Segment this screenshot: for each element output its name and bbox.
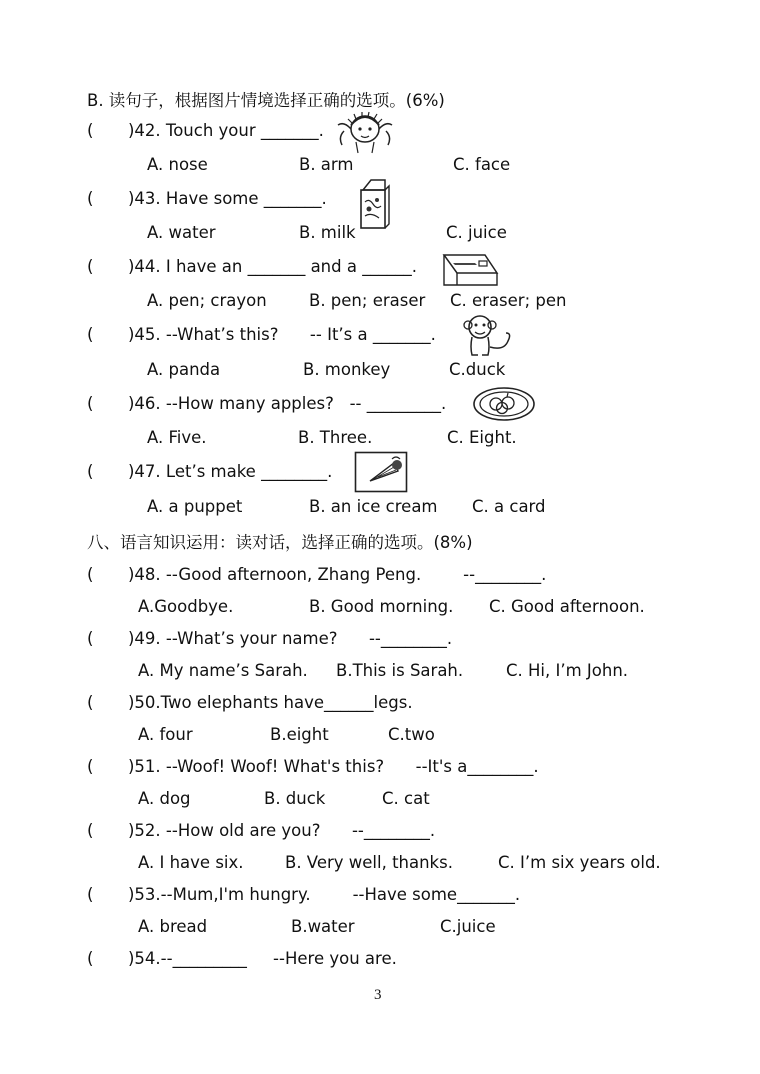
- question-stem: )43. Have some _______.: [128, 189, 327, 208]
- answer-paren[interactable]: (: [87, 189, 94, 208]
- option-c[interactable]: C. cat: [382, 789, 430, 808]
- question-stem: )48. --Good afternoon, Zhang Peng. --________.: [128, 565, 547, 584]
- question-stem: )46. --How many apples? -- _________.: [128, 394, 447, 413]
- question-stem: )51. --Woof! Woof! What's this? --It's a________.: [128, 757, 539, 776]
- answer-paren[interactable]: (: [87, 121, 94, 140]
- option-b[interactable]: B. an ice cream: [309, 497, 438, 516]
- option-c[interactable]: C. a card: [472, 497, 546, 516]
- answer-paren[interactable]: (: [87, 325, 94, 344]
- question-stem: )49. --What’s your name? --________.: [128, 629, 453, 648]
- pen-eraser-icon: [441, 251, 501, 289]
- question-stem: )53.--Mum,I'm hungry. --Have some_______.: [128, 885, 521, 904]
- option-b[interactable]: B.water: [291, 917, 355, 936]
- option-b[interactable]: B.This is Sarah.: [336, 661, 464, 680]
- option-a[interactable]: A. nose: [147, 155, 208, 174]
- option-c[interactable]: C. Good afternoon.: [489, 597, 645, 616]
- section-b-title: B. 读句子，根据图片情境选择正确的选项。(6%): [87, 91, 445, 110]
- option-c[interactable]: C. Hi, I’m John.: [506, 661, 629, 680]
- option-c[interactable]: C. I’m six years old.: [498, 853, 661, 872]
- option-b[interactable]: B. duck: [264, 789, 326, 808]
- option-b[interactable]: B. Good morning.: [309, 597, 454, 616]
- option-c[interactable]: C.two: [388, 725, 435, 744]
- girl-face-icon: [334, 111, 396, 155]
- option-b[interactable]: B.eight: [270, 725, 329, 744]
- option-a[interactable]: A. Five.: [147, 428, 207, 447]
- answer-paren[interactable]: (: [87, 394, 94, 413]
- page-number: 3: [374, 987, 382, 1003]
- option-b[interactable]: B. arm: [299, 155, 354, 174]
- ice-cream-icon: [354, 451, 408, 493]
- question-stem: )47. Let’s make ________.: [128, 462, 333, 481]
- monkey-icon: [460, 313, 516, 359]
- option-c[interactable]: C.juice: [440, 917, 496, 936]
- option-a[interactable]: A. I have six.: [138, 853, 244, 872]
- option-b[interactable]: B. Very well, thanks.: [285, 853, 453, 872]
- option-c[interactable]: C.duck: [449, 360, 506, 379]
- answer-paren[interactable]: (: [87, 257, 94, 276]
- question-stem: )44. I have an _______ and a ______.: [128, 257, 417, 276]
- option-a[interactable]: A. a puppet: [147, 497, 243, 516]
- option-a[interactable]: A.Goodbye.: [138, 597, 234, 616]
- milk-carton-icon: [357, 176, 391, 230]
- option-b[interactable]: B. Three.: [298, 428, 373, 447]
- section-8-title: 八、语言知识运用：读对话，选择正确的选项。(8%): [87, 533, 473, 552]
- answer-paren[interactable]: (: [87, 885, 94, 904]
- option-c[interactable]: C. eraser; pen: [450, 291, 567, 310]
- answer-paren[interactable]: (: [87, 949, 94, 968]
- answer-paren[interactable]: (: [87, 757, 94, 776]
- option-b[interactable]: B. monkey: [303, 360, 391, 379]
- apples-plate-icon: [472, 386, 536, 422]
- option-b[interactable]: B. pen; eraser: [309, 291, 426, 310]
- question-stem: )54.--_________ --Here you are.: [128, 949, 397, 968]
- option-b[interactable]: B. milk: [299, 223, 356, 242]
- option-c[interactable]: C. Eight.: [447, 428, 517, 447]
- question-stem: )45. --What’s this? -- It’s a _______.: [128, 325, 436, 344]
- option-a[interactable]: A. panda: [147, 360, 221, 379]
- answer-paren[interactable]: (: [87, 821, 94, 840]
- option-c[interactable]: C. face: [453, 155, 511, 174]
- question-stem: )42. Touch your _______.: [128, 121, 324, 140]
- option-a[interactable]: A. pen; crayon: [147, 291, 267, 310]
- answer-paren[interactable]: (: [87, 629, 94, 648]
- option-a[interactable]: A. dog: [138, 789, 191, 808]
- option-a[interactable]: A. four: [138, 725, 193, 744]
- answer-paren[interactable]: (: [87, 462, 94, 481]
- answer-paren[interactable]: (: [87, 693, 94, 712]
- answer-paren[interactable]: (: [87, 565, 94, 584]
- question-stem: )50.Two elephants have______legs.: [128, 693, 413, 712]
- question-stem: )52. --How old are you? --________.: [128, 821, 436, 840]
- option-a[interactable]: A. bread: [138, 917, 208, 936]
- option-a[interactable]: A. water: [147, 223, 216, 242]
- option-c[interactable]: C. juice: [446, 223, 507, 242]
- option-a[interactable]: A. My name’s Sarah.: [138, 661, 308, 680]
